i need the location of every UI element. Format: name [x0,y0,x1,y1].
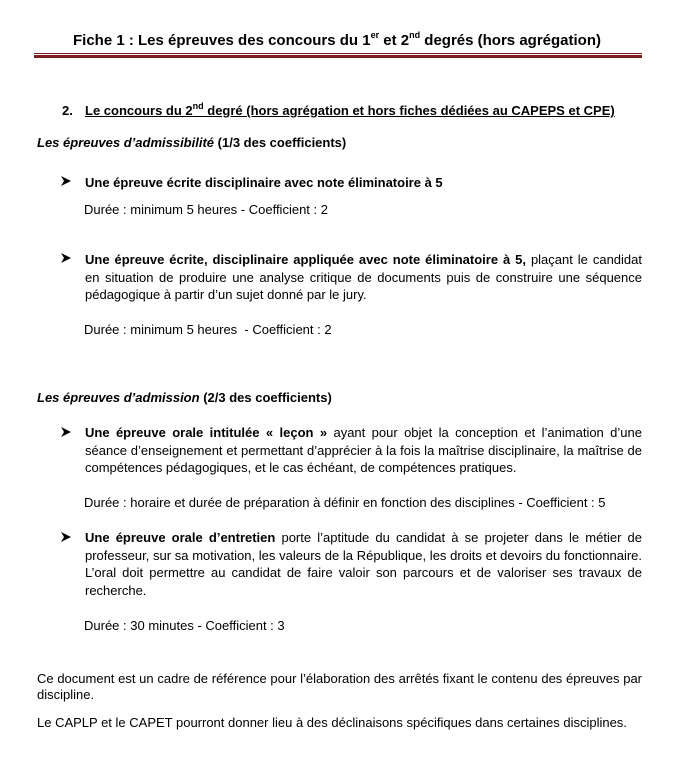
item-text: porte l’aptitude du candidat à se projeter dans le métier de professeur, sur sa motivation, les valeurs de la République, les droits et devoirs du fonctionnaire. L’oral doit permettre au candidat de faire valoir son parcours et de valoriser ses travaux de recherche. [85,530,642,598]
admissibility-item [85,251,642,304]
arrowhead-bullet-icon [60,426,74,441]
item-text: ayant pour objet la conception et l’animation d’une séance d’enseignement et permettant d’apprécier à la fois la maîtrise disciplinaire, la maîtrise de compétences pédagogiques, et le cas échéant, de compétences pratiques. [85,425,642,475]
title-text: degrés (hors agrégation) [420,32,601,49]
admission-heading-rest: (2/3 des coefficients) [199,390,332,405]
item-bold-text: Une épreuve orale intitulée « leçon » [85,425,328,440]
admission-item [85,424,642,477]
admissibility-item [85,174,642,192]
section-number: 2. [62,103,73,118]
footer-paragraph: Le CAPLP et le CAPET pourront donner lieu à des déclinaisons spécifiques dans certaines disciplines. [37,715,627,730]
section-heading [62,100,615,118]
item-duration: Durée : minimum 5 heures - Coefficient : 2 [84,202,328,217]
arrowhead-bullet-icon [60,252,74,267]
section-title [85,100,615,118]
section-title-superscript: nd [192,100,204,111]
admissibility-heading-italic: Les épreuves d’admissibilité [37,135,215,150]
item-bold-text: Une épreuve orale d’entretien [85,530,276,545]
item-duration: Durée : horaire et durée de préparation à définir en fonction des disciplines - Coefficient : 5 [84,495,606,510]
admissibility-heading-rest: (1/3 des coefficients) [214,135,347,150]
title-superscript: nd [409,30,421,40]
title-rule-thick [34,55,642,58]
item-duration: Durée : minimum 5 heures - Coefficient : 2 [84,322,332,337]
section-title-text: degré (hors agrégation et hors fiches dédiées au CAPEPS et CPE) [203,103,615,118]
item-bold-text: Une épreuve écrite, disciplinaire appliquée avec note éliminatoire à 5, [85,252,527,267]
item-duration: Durée : 30 minutes - Coefficient : 3 [84,618,285,633]
page-title [0,32,674,49]
admission-item [85,529,642,599]
admission-heading [37,390,332,405]
arrowhead-bullet-icon [60,175,74,190]
admissibility-heading [37,135,346,150]
admission-heading-italic: Les épreuves d’admission [37,390,200,405]
item-text: plaçant le candidat en situation de produire une analyse critique de documents puis de construire une séquence pédagogique à partir d’un sujet donné par le jury. [85,252,642,302]
section-title-text: Le concours du 2 [85,103,193,118]
title-text: Fiche 1 : Les épreuves des concours du 1 [72,32,371,49]
footer-paragraph: Ce document est un cadre de référence pour l’élaboration des arrêtés fixant le contenu des épreuves par discipline. [37,671,642,702]
title-superscript: er [370,30,380,40]
title-text: et 2 [379,32,410,49]
arrowhead-bullet-icon [60,531,74,546]
title-rule-thin [34,53,642,54]
item-bold-text: Une épreuve écrite disciplinaire avec note éliminatoire à 5 [85,175,443,190]
